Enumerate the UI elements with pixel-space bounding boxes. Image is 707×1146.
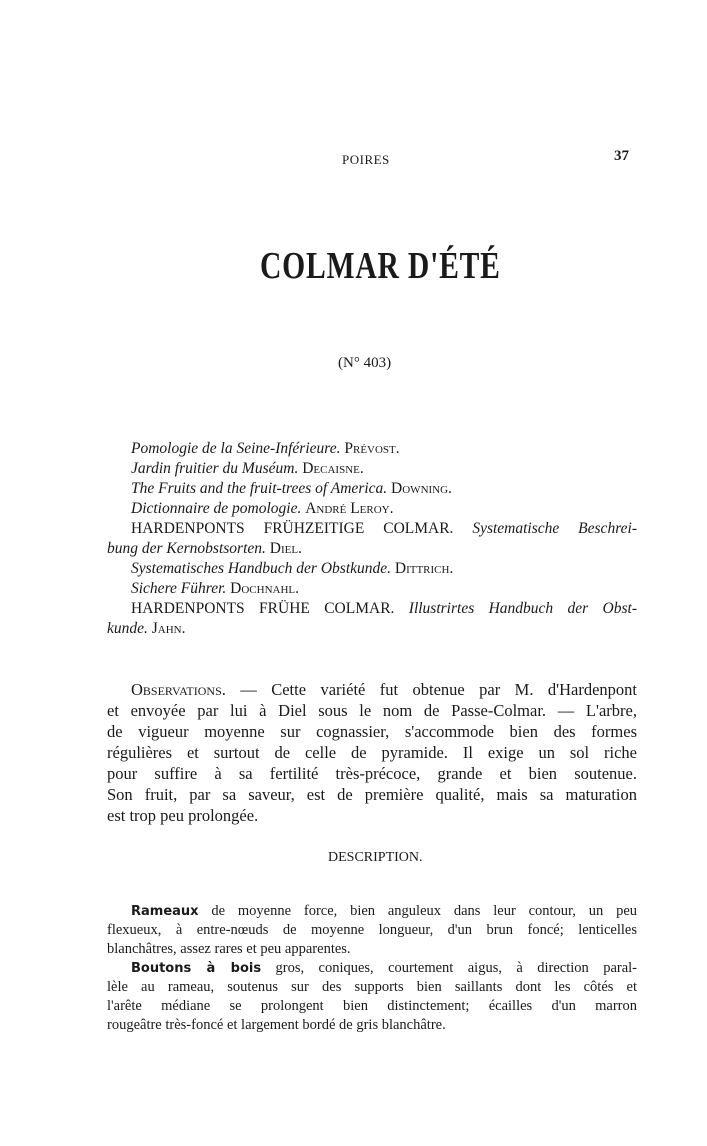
running-title: POIRES: [342, 152, 390, 167]
author: Prévost.: [344, 440, 400, 457]
author: Dochnahl.: [230, 580, 300, 597]
work-title: Jardin fruitier du Muséum.: [131, 460, 299, 477]
author: Dittrich.: [394, 560, 454, 577]
obs-line: de vigueur moyenne sur cognassier, s'accommode bien des formes: [107, 722, 637, 741]
author: Decaisne.: [302, 460, 364, 477]
variety-number: (N° 403): [338, 355, 392, 371]
obs-line: [131, 680, 637, 700]
desc-text: gros, coniques, courtement aigus, à direction paral-: [275, 960, 637, 976]
desc-line: [131, 903, 637, 920]
work-title: Sichere Führer.: [131, 580, 227, 597]
work-title: Systematische Beschrei-: [472, 520, 637, 537]
obs-label: Observations.: [131, 680, 226, 699]
work-title: The Fruits and the fruit-trees of America.: [131, 480, 388, 497]
author: André Leroy.: [305, 500, 394, 517]
synonym: [131, 560, 637, 578]
author: Jahn.: [151, 620, 186, 637]
synonym: [131, 520, 637, 538]
desc-line: lèle au rameau, soutenus sur des supports bien saillants dont les côtés et: [107, 979, 637, 995]
variety-name: HARDENPONTS FRÜHZEITIGE COLMAR.: [131, 520, 454, 537]
work-title: Dictionnaire de pomologie.: [131, 500, 302, 517]
variety-name: HARDENPONTS FRÜHE COLMAR.: [131, 600, 395, 617]
desc-text: de moyenne force, bien anguleux dans leur contour, un peu: [211, 903, 638, 919]
work-title: bung der Kernobstsorten.: [107, 540, 266, 557]
rameaux-label: Rameaux: [131, 904, 199, 919]
desc-line: l'arête médiane se prolongent bien distinctement; écailles d'un marron: [107, 998, 637, 1014]
synonym-cont: [107, 540, 637, 558]
obs-line: régulières et surtout de celle de pyramide. Il exige un sol riche: [107, 743, 637, 762]
work-title: kunde.: [107, 620, 148, 637]
work-title: Pomologie de la Seine-Inférieure.: [131, 440, 341, 457]
author: Downing.: [391, 480, 452, 497]
obs-line: est trop peu prolongée.: [107, 806, 259, 825]
obs-line: pour suffire à sa fertilité très-précoce, grande et bien soutenue.: [107, 764, 637, 783]
synonym: [131, 500, 637, 518]
author: Diel.: [269, 540, 302, 557]
desc-line: blanchâtres, assez rares et peu apparentes.: [107, 941, 351, 957]
obs-line: et envoyée par lui à Diel sous le nom de Passe-Colmar. — L'arbre,: [107, 701, 637, 720]
synonym: [131, 580, 637, 598]
desc-line: [131, 960, 637, 977]
synonym: [131, 440, 637, 458]
desc-line: flexueux, à entre-nœuds de moyenne longueur, d'un brun foncé; lenticelles: [107, 922, 637, 938]
work-title: Illustrirtes Handbuch der Obst-: [408, 600, 637, 617]
synonym: [131, 600, 637, 618]
page-title: COLMAR D'ÉTÉ: [260, 245, 501, 287]
synonym: [131, 480, 637, 498]
description-heading: DESCRIPTION.: [328, 850, 423, 865]
synonym: [131, 460, 637, 478]
obs-text: — Cette variété fut obtenue par M. d'Hardenpont: [240, 680, 637, 699]
work-title: Systematisches Handbuch der Obstkunde.: [131, 560, 392, 577]
desc-line: rougeâtre très-foncé et largement bordé de gris blanchâtre.: [107, 1017, 446, 1033]
page-number: 37: [614, 148, 629, 164]
boutons-label: Boutons à bois: [131, 961, 262, 976]
obs-line: Son fruit, par sa saveur, est de première qualité, mais sa maturation: [107, 785, 637, 804]
synonym-cont: [107, 620, 637, 638]
